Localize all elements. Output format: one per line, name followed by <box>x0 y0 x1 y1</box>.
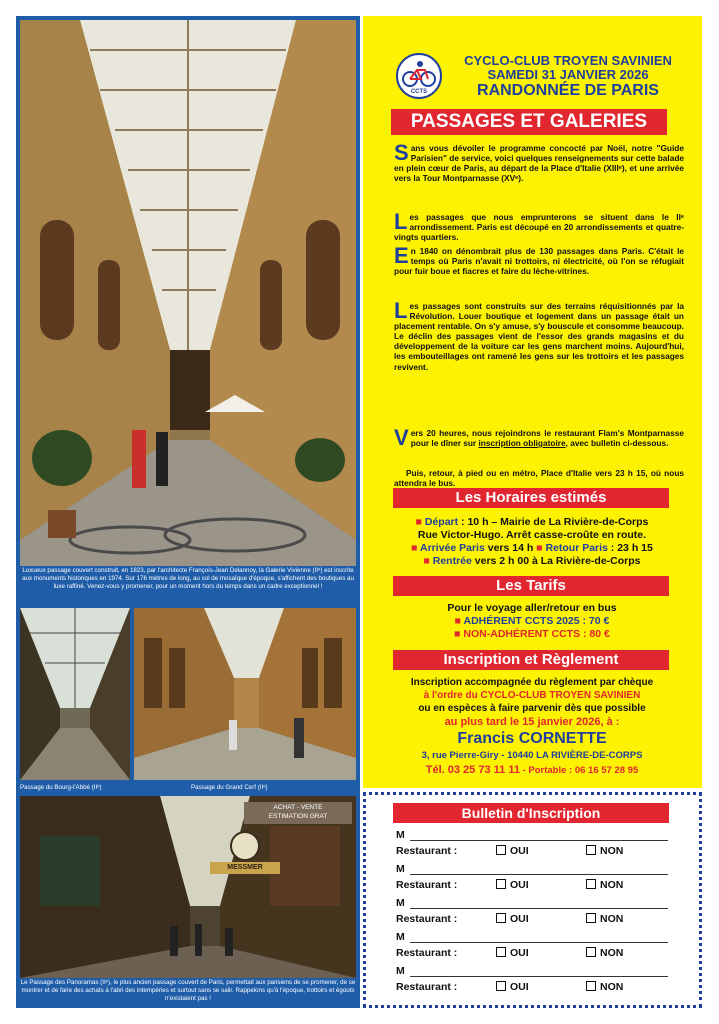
checkbox-oui[interactable] <box>496 879 506 889</box>
horaires-line-rue: Rue Victor-Hugo. Arrêt casse-croûte en route. <box>417 529 647 541</box>
contact-address: 3, rue Pierre-Giry - 10440 LA RIVIÈRE-DE-CORPS <box>421 750 643 761</box>
checkbox-non[interactable] <box>586 913 596 923</box>
name-field[interactable] <box>410 976 668 977</box>
tarifs-line-adherent: ■ ADHÉRENT CCTS 2025 : 70 € <box>454 615 610 627</box>
drop-cap: L <box>394 298 408 323</box>
checkbox-non[interactable] <box>586 879 596 889</box>
oui-option[interactable]: OUI <box>496 947 529 959</box>
horaires-line-arrivee: ■ Arrivée Paris vers 14 h ■ Retour Paris : 23 h 15 <box>411 542 653 554</box>
caption-passage-grand-cerf: Passage du Grand Cerf (IIᵉ) <box>191 784 268 791</box>
caption-passage-bourg-labbe: Passage du Bourg-l'Abbé (IIᵉ) <box>20 784 102 791</box>
name-field-label: M <box>396 931 405 943</box>
history-paragraph <box>394 243 684 277</box>
arrondissement-paragraph <box>394 209 684 243</box>
name-field-label: M <box>396 897 405 909</box>
closing-paragraph: Puis, retour, à pied ou en métro, Place d'Italie vers 23 h 15, où nous attendra le bus. <box>394 468 684 489</box>
bulletin-title: Bulletin d'Inscription <box>393 803 669 823</box>
name-field-label: M <box>396 863 405 875</box>
photo-column <box>16 16 360 1008</box>
drop-cap: L <box>394 209 408 234</box>
sign-estimation: ESTIMATION GRAT <box>268 813 328 820</box>
checkbox-oui[interactable] <box>496 845 506 855</box>
name-field[interactable] <box>410 908 668 909</box>
photo-passage-grand-cerf <box>134 608 356 780</box>
bullet-icon: ■ <box>536 542 543 554</box>
name-field[interactable] <box>410 874 668 875</box>
inscription-line-1: Inscription accompagnée du règlement par chèque <box>410 677 654 688</box>
sign-achat-vente: ACHAT - VENTE <box>273 804 323 811</box>
bullet-icon: ■ <box>415 516 422 528</box>
paragraph-text: es passages que nous emprunterons se situent dans le IIᵉ arrondissement. Paris est découpé en 20 arrondissements et quatre-vingts quartiers. <box>394 212 684 243</box>
bulletin-form <box>363 792 702 1008</box>
non-option[interactable]: NON <box>586 913 623 925</box>
non-option[interactable]: NON <box>586 981 623 993</box>
restaurant-label: Restaurant : <box>396 845 458 857</box>
inscription-line-3: ou en espèces à faire parvenir dès que possible <box>418 703 646 714</box>
bullet-icon: ■ <box>423 555 430 567</box>
bullet-icon: ■ <box>454 615 461 627</box>
restaurant-label: Restaurant : <box>396 879 458 891</box>
oui-option[interactable]: OUI <box>496 913 529 925</box>
restaurant-label: Restaurant : <box>396 981 458 993</box>
horaires-line-rentree: ■ Rentrée vers 2 h 00 à La Rivière-de-Corps <box>423 555 641 567</box>
tarifs-title: Les Tarifs <box>393 576 669 596</box>
restaurant-row <box>396 879 676 891</box>
paragraph-text: ans vous dévoiler le programme concocté par Noël, notre "Guide Parisien" de service, voici quelques renseignements sur cette balade en plein cœur de Paris, au départ de la Place d'Italie (XIIIᵉ), et une arrivée vers la Tour Montparnasse (XVᵉ). <box>394 143 684 184</box>
name-field[interactable] <box>410 942 668 943</box>
restaurant-row <box>396 913 676 925</box>
horaires-title: Les Horaires estimés <box>393 488 669 508</box>
photo-passage-des-panoramas <box>20 796 356 978</box>
checkbox-oui[interactable] <box>496 913 506 923</box>
restaurant-row <box>396 947 676 959</box>
name-field[interactable] <box>410 840 668 841</box>
restaurant-row <box>396 845 676 857</box>
photo-passage-bourg-labbe <box>20 608 130 780</box>
inscription-obligatoire: inscription obligatoire <box>478 438 566 449</box>
bullet-icon: ■ <box>411 542 418 554</box>
caption-passage-des-panoramas: Le Passage des Panoramas (IIᵉ), le plus ancien passage couvert de Paris, permettait aux parisiens de se promener, de se montrer et de faire des achats à l'abri des intempéries et surtout sans se salir. Rappelons qu'à l'époque, trottoirs et égouts n'existaient pas ! <box>20 979 356 1002</box>
logo-text: CCTS <box>410 89 428 95</box>
club-logo <box>395 52 443 100</box>
drop-cap: V <box>394 425 409 450</box>
drop-cap: S <box>394 140 409 165</box>
oui-option[interactable]: OUI <box>496 879 529 891</box>
checkbox-non[interactable] <box>586 981 596 991</box>
banner-title: PASSAGES ET GALERIES <box>391 109 667 135</box>
inscription-line-4: au plus tard le 15 janvier 2026, à : <box>444 716 620 728</box>
photo-galerie-vivienne <box>20 20 356 566</box>
paragraph-text: n 1840 on dénombrait plus de 130 passages dans Paris. C'était le temps où Paris n'avait ni trottoirs, ni électricité, où l'on se réfugiait pour fuir boue et fiacres et faire du lèche-vitrines. <box>394 246 684 277</box>
info-panel <box>363 16 702 788</box>
contact-phone: Tél. 03 25 73 11 11 - Portable : 06 16 57 28 95 <box>425 764 639 776</box>
horaires-line-depart: ■ Départ : 10 h – Mairie de La Rivière-de-Corps <box>415 516 649 528</box>
oui-option[interactable]: OUI <box>496 981 529 993</box>
revolution-paragraph <box>394 298 684 372</box>
oui-option[interactable]: OUI <box>496 845 529 857</box>
non-option[interactable]: NON <box>586 845 623 857</box>
paragraph-text: ers 20 heures, nous rejoindrons le restaurant Flam's Montparnasse pour le dîner sur <box>410 428 684 449</box>
intro-paragraph <box>394 140 684 184</box>
sign-messmer: MESSMER <box>227 864 263 871</box>
dinner-paragraph <box>394 425 684 450</box>
event-date: SAMEDI 31 JANVIER 2026 <box>487 67 649 82</box>
paragraph-text: es passages sont construits sur des terrains réquisitionnés par la Révolution. Louer boutique et logement dans un passage était un placement rentable. On s'y amuse, s'y bouscule et consomme beaucoup. Le déclin des passages vient de l'essor des grands magasins et du développement de la voiture car les gens marchent moins. Aujourd'hui, les embouteillages ont ramené les gens sur les trottoirs et les passages revivent. <box>394 301 684 372</box>
restaurant-row <box>396 981 676 993</box>
non-option[interactable]: NON <box>586 947 623 959</box>
tarifs-line-voyage: Pour le voyage aller/retour en bus <box>447 602 617 614</box>
caption-galerie-vivienne: Luxueux passage couvert construit, en 1823, par l'architecte François-Jean Delannoy, la Galerie Vivienne (IIᵉ) est inscrite aux monuments historiques en 1974. Sur 176 mètres de long, au sol de mosaïque d'époque, s'affichent des boutiques au luxe raffiné. Venez-vous y promener, pour un moment hors du temps dans un cadre exceptionnel ! <box>22 567 354 590</box>
restaurant-label: Restaurant : <box>396 947 458 959</box>
checkbox-non[interactable] <box>586 845 596 855</box>
event-title: RANDONNÉE DE PARIS <box>477 82 659 99</box>
drop-cap: E <box>394 243 409 268</box>
tarifs-line-non-adherent: ■ NON-ADHÉRENT CCTS : 80 € <box>454 628 610 640</box>
contact-name: Francis CORNETTE <box>457 730 607 747</box>
club-name: CYCLO-CLUB TROYEN SAVINIEN <box>464 53 672 68</box>
checkbox-oui[interactable] <box>496 981 506 991</box>
inscription-line-2: à l'ordre du CYCLO-CLUB TROYEN SAVINIEN <box>423 690 641 701</box>
checkbox-non[interactable] <box>586 947 596 957</box>
non-option[interactable]: NON <box>586 879 623 891</box>
checkbox-oui[interactable] <box>496 947 506 957</box>
restaurant-label: Restaurant : <box>396 913 458 925</box>
name-field-label: M <box>396 965 405 977</box>
bullet-icon: ■ <box>454 628 461 640</box>
name-field-label: M <box>396 829 405 841</box>
paragraph-text: , avec bulletin ci-dessous. <box>565 438 669 449</box>
inscription-title: Inscription et Règlement <box>393 650 669 670</box>
